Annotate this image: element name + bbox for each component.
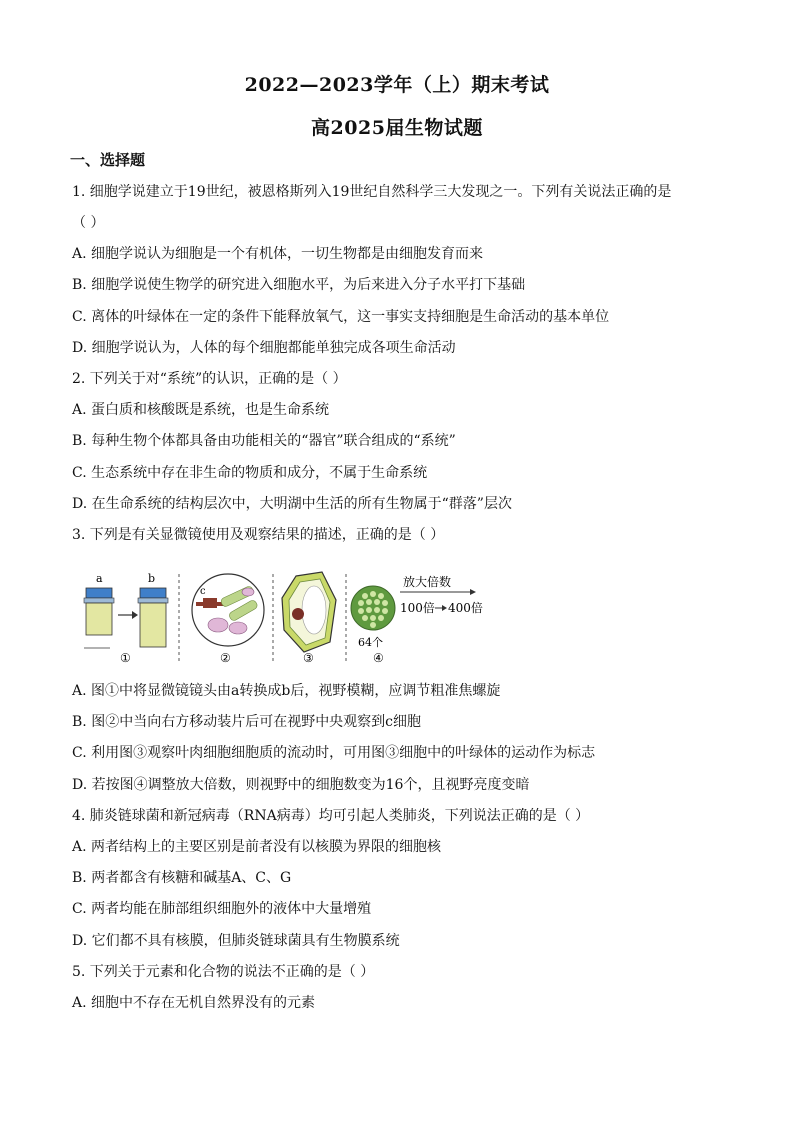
magnification-to: 400倍 bbox=[448, 601, 483, 615]
magnification-title: 放大倍数 bbox=[403, 575, 452, 589]
figure-panel-4 bbox=[351, 574, 483, 665]
q3-option-c: C. 利用图③观察叶肉细胞细胞质的流动时，可用图③细胞中的叶绿体的运动作为标志 bbox=[72, 745, 596, 761]
q2-option-a: A. 蛋白质和核酸既是系统，也是生命系统 bbox=[72, 402, 330, 418]
lens-a-label: a bbox=[96, 572, 103, 585]
q3-stem: 3. 下列是有关显微镜使用及观察结果的描述，正确的是（ ） bbox=[72, 527, 445, 543]
q3-option-a: A. 图①中将显微镜镜头由a转换成b后，视野模糊，应调节粗准焦螺旋 bbox=[72, 683, 501, 699]
q1-option-a: A. 细胞学说认为细胞是一个有机体，一切生物都是由细胞发育而来 bbox=[72, 246, 484, 262]
q4-option-a: A. 两者结构上的主要区别是前者没有以核膜为界限的细胞核 bbox=[72, 839, 442, 855]
q4-option-b: B. 两者都含有核糖和碱基A、C、G bbox=[72, 870, 292, 886]
q1-option-b: B. 细胞学说使生物学的研究进入细胞水平，为后来进入分子水平打下基础 bbox=[72, 277, 526, 293]
q2-option-d: D. 在生命系统的结构层次中，大明湖中生活的所有生物属于“群落”层次 bbox=[72, 496, 512, 512]
cell-count-label: 64个 bbox=[358, 636, 383, 649]
exam-title: 2022—2023学年（上）期末考试 bbox=[244, 74, 550, 96]
lens-b-label: b bbox=[148, 572, 156, 585]
q4-option-d: D. 它们都不具有核膜，但肺炎链球菌具有生物膜系统 bbox=[72, 933, 400, 949]
q3-option-b: B. 图②中当向右方移动装片后可在视野中央观察到c细胞 bbox=[72, 714, 422, 730]
q4-stem: 4. 肺炎链球菌和新冠病毒（RNA病毒）均可引起人类肺炎，下列说法正确的是（ ） bbox=[72, 808, 590, 824]
q2-option-b: B. 每种生物个体都具备由功能相关的“器官”联合组成的“系统” bbox=[72, 433, 456, 449]
exam-subtitle: 高2025届生物试题 bbox=[311, 117, 483, 139]
q5-stem: 5. 下列关于元素和化合物的说法不正确的是（ ） bbox=[72, 964, 375, 980]
q1-blank: （ ） bbox=[72, 215, 105, 231]
q1-option-d: D. 细胞学说认为，人体的每个细胞都能单独完成各项生命活动 bbox=[72, 340, 456, 356]
q4-option-c: C. 两者均能在肺部组织细胞外的液体中大量增殖 bbox=[72, 901, 372, 917]
figure-panel-1 bbox=[84, 572, 168, 665]
q1-stem: 1. 细胞学说建立于19世纪，被恩格斯列入19世纪自然科学三大发现之一。下列有关说法正确的是 bbox=[72, 184, 672, 200]
panel-3-number: ③ bbox=[303, 651, 314, 665]
section-heading: 一、选择题 bbox=[70, 151, 146, 169]
figure-panel-3 bbox=[282, 572, 336, 665]
panel-1-number: ① bbox=[120, 651, 131, 665]
panel-2-number: ② bbox=[220, 651, 231, 665]
cell-c-label: c bbox=[200, 586, 206, 597]
q2-stem: 2. 下列关于对“系统”的认识，正确的是（ ） bbox=[72, 371, 347, 387]
figure-panel-2 bbox=[192, 574, 264, 665]
panel-4-number: ④ bbox=[373, 651, 384, 665]
q3-option-d: D. 若按图④调整放大倍数，则视野中的细胞数变为16个，且视野亮度变暗 bbox=[72, 777, 530, 793]
magnification-from: 100倍 bbox=[400, 601, 435, 615]
q1-option-c: C. 离体的叶绿体在一定的条件下能释放氧气，这一事实支持细胞是生命活动的基本单位 bbox=[72, 309, 610, 325]
q2-option-c: C. 生态系统中存在非生命的物质和成分，不属于生命系统 bbox=[72, 465, 428, 481]
q5-option-a: A. 细胞中不存在无机自然界没有的元素 bbox=[72, 995, 316, 1011]
microscope-figure bbox=[78, 570, 508, 665]
